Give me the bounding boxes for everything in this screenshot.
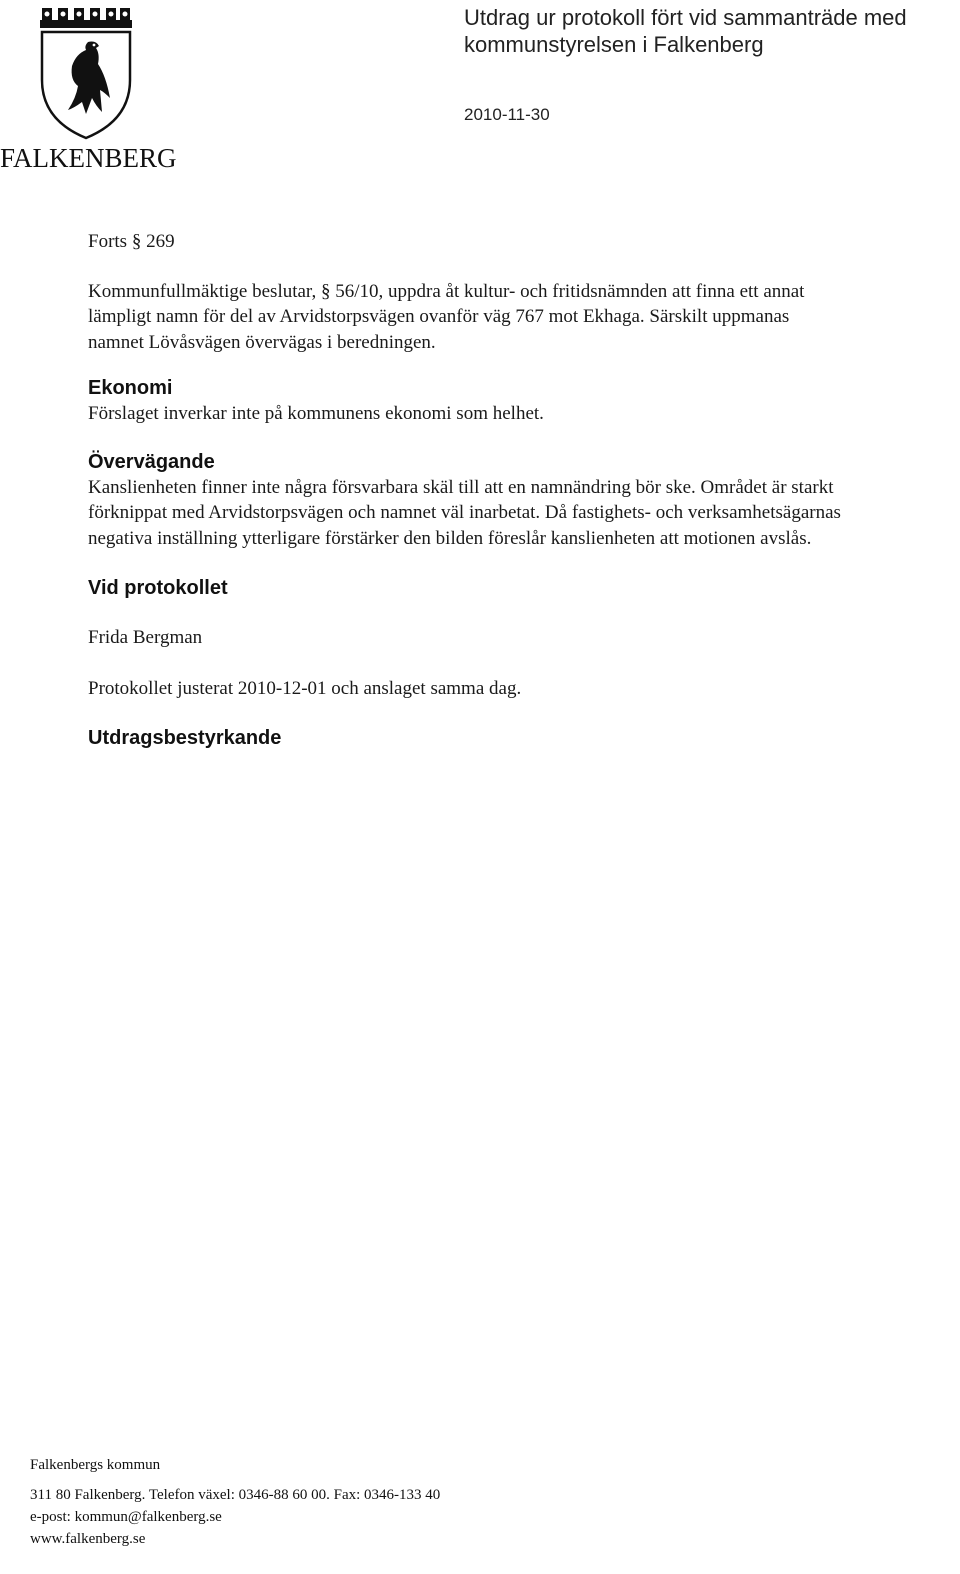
justering-text: Protokollet justerat 2010-12-01 och anslaget samma dag. [88, 677, 522, 699]
heading-vid-protokollet: Vid protokollet [88, 577, 228, 599]
footer-web: www.falkenberg.se [30, 1531, 146, 1547]
document-title [464, 4, 954, 58]
heading-utdragsbestyrkande: Utdragsbestyrkande [88, 727, 282, 749]
decision-line: namnet Lövåsvägen övervägas i beredningen. [88, 331, 436, 353]
footer-address: 311 80 Falkenberg. Telefon växel: 0346-88 60 00. Fax: 0346-133 40 [30, 1487, 441, 1503]
overvagande-line: Kanslienheten finner inte några försvarbara skäl till att en namnändring bör ske. Området är starkt [88, 476, 834, 498]
overvagande-line: negativa inställning ytterligare förstärker den bilden föreslår kanslienheten att motionen avslås. [88, 527, 812, 549]
title-line-2: kommunstyrelsen i Falkenberg [464, 32, 764, 57]
document-date: 2010-11-30 [464, 105, 550, 124]
signer-name: Frida Bergman [88, 627, 203, 648]
ekonomi-text: Förslaget inverkar inte på kommunens ekonomi som helhet. [88, 403, 544, 424]
heading-overvagande: Övervägande [88, 450, 215, 473]
coat-of-arms-icon [36, 2, 136, 142]
decision-line: Kommunfullmäktige beslutar, § 56/10, uppdra åt kultur- och fritidsnämnden att finna ett annat [88, 280, 805, 302]
section-reference: Forts § 269 [88, 231, 175, 252]
title-line-1: Utdrag ur protokoll fört vid sammanträde med [464, 5, 907, 30]
overvagande-line: förknippat med Arvidstorpsvägen och namnet väl inarbetat. Då fastighets- och verksamhetsägarnas [88, 502, 841, 523]
overvagande-paragraph [88, 475, 958, 552]
decision-line: lämpligt namn för del av Arvidstorpsvägen ovanför väg 767 mot Ekhaga. Särskilt uppmanas [88, 306, 790, 327]
logo-wordmark: FALKENBERG [0, 143, 177, 173]
falkenberg-logo [0, 0, 180, 180]
footer-org: Falkenbergs kommun [30, 1457, 161, 1473]
heading-ekonomi: Ekonomi [88, 377, 173, 399]
decision-paragraph [88, 279, 958, 356]
footer-email: e-post: kommun@falkenberg.se [30, 1509, 222, 1525]
document-body [88, 229, 958, 751]
footer [30, 1454, 440, 1550]
